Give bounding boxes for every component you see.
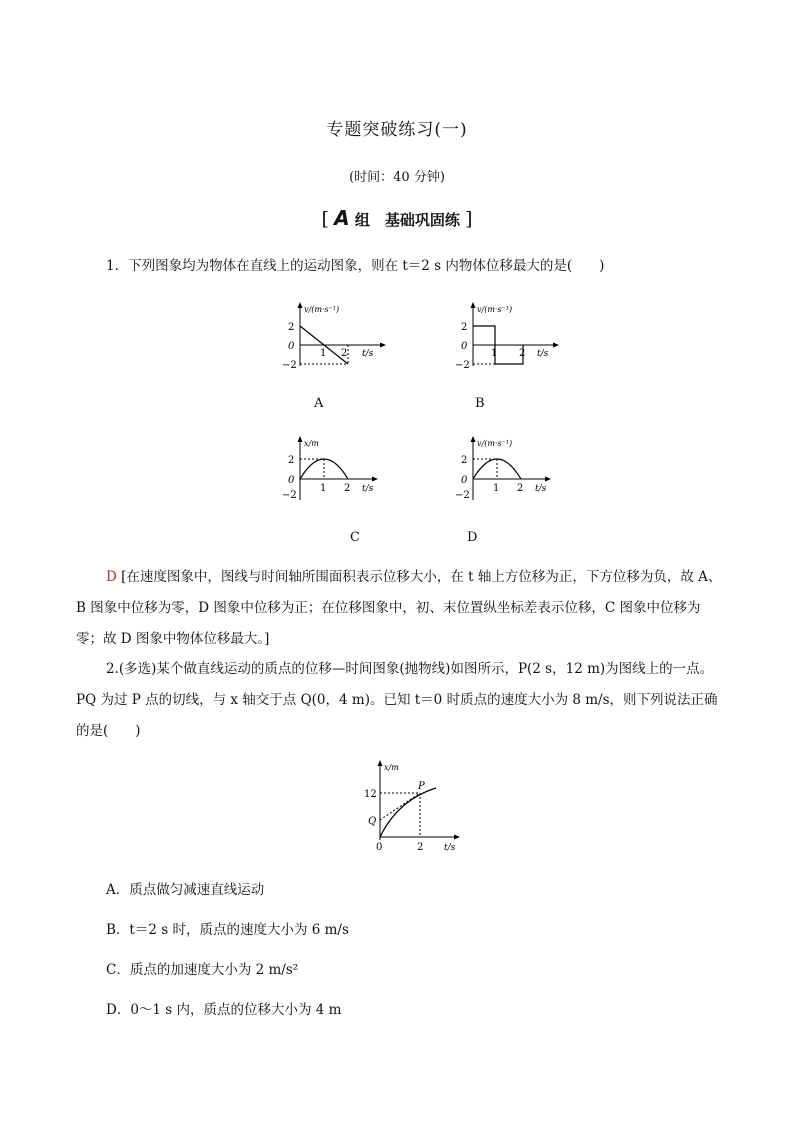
graph-a-tick-t2: 2 (341, 348, 348, 359)
question-1: 1．下列图象均为物体在直线上的运动图象，则在 t＝2 s 内物体位移最大的是( ) (106, 258, 605, 274)
graph-d-tick-2: 2 (461, 455, 468, 466)
graph-c-tick-neg2: −2 (282, 490, 297, 501)
graph-d-tick-0: 0 (461, 475, 468, 486)
graph-b-caption: B (475, 396, 485, 411)
graph-b-tick-t2: 2 (519, 348, 526, 359)
graph-d-xlabel: t/s (535, 484, 547, 494)
graph-q2-ylabel: x/m (384, 763, 399, 772)
graph-a-xlabel: t/s (362, 349, 374, 359)
graph-q2 (360, 756, 470, 856)
graph-c (280, 432, 390, 512)
page-title: 专题突破练习(一) (326, 120, 468, 140)
graph-q2-origin: 0 (376, 842, 383, 853)
graph-b-tick-1: 1 (491, 348, 498, 359)
graph-a-tick-neg2: −2 (282, 360, 297, 371)
graph-b-xlabel: t/s (537, 349, 549, 359)
graph-b-tick-2: 2 (461, 322, 468, 333)
q2-option-a: A．质点做匀减速直线运动 (106, 882, 265, 898)
graph-c-ylabel: x/m (304, 439, 319, 448)
graph-d-caption: D (467, 530, 478, 545)
graph-c-tick-1: 1 (320, 483, 327, 494)
graph-a-tick-0: 0 (288, 341, 295, 352)
section-bracket-close: ] (465, 208, 473, 230)
graph-a-ylabel: v/(m·s⁻¹) (304, 305, 340, 314)
graph-b-tick-neg2: −2 (455, 360, 470, 371)
section-letter: A (334, 206, 350, 230)
graph-b-ylabel: v/(m·s⁻¹) (477, 305, 513, 314)
graph-c-tick-t2: 2 (344, 483, 351, 494)
graph-c-caption: C (350, 530, 360, 545)
graph-b-tick-0: 0 (461, 341, 468, 352)
graph-d-tick-1: 1 (493, 483, 500, 494)
question-2: 2.(多选)某个做直线运动的质点的位移—时间图象(抛物线)如图所示，P(2 s，12 m)为图线上的一点。PQ 为过 P 点的切线，与 x 轴交于点 Q(0，4 m)。已知 t＝0 时质点的速度大小为 8 m/s，则下列说法正确的是( ) (76, 661, 718, 739)
graph-d-tick-t2: 2 (517, 483, 524, 494)
graph-c-tick-2: 2 (288, 455, 295, 466)
answer-1-letter: D (106, 569, 117, 585)
graph-d (453, 432, 563, 512)
graph-d-tick-neg2: −2 (455, 490, 470, 501)
q2-option-b: B．t＝2 s 时，质点的速度大小为 6 m/s (106, 922, 349, 938)
graph-c-xlabel: t/s (362, 484, 374, 494)
graph-q2-q: Q (368, 816, 377, 827)
q2-option-d: D．0～1 s 内，质点的位移大小为 4 m (106, 1002, 342, 1018)
graph-a (280, 298, 390, 378)
graph-c-tick-0: 0 (288, 475, 295, 486)
graph-a-tick-1: 1 (320, 348, 327, 359)
graph-d-ylabel: v/(m·s⁻¹) (477, 439, 513, 448)
graph-q2-ytick: 12 (364, 789, 377, 800)
section-bracket-open: [ (321, 208, 329, 230)
graph-a-caption: A (314, 396, 324, 411)
graph-q2-p: P (418, 781, 425, 792)
graph-q2-ttick: 2 (417, 842, 424, 853)
answer-1-text: [在速度图象中，图线与时间轴所围面积表示位移大小，在 t 轴上方位移为正，下方位移为负，故 A、B 图象中位移为零，D 图象中位移为正；在位移图象中，初、末位置纵坐标差表示位移，C 图象中位移为零；故 D 图象中物体位移最大。] (76, 569, 722, 647)
graph-b (453, 298, 563, 378)
answer-1 (76, 562, 726, 655)
time-note: (时间：40 分钟) (349, 170, 445, 185)
section-heading (0, 206, 794, 230)
section-label: 组 基础巩固练 (354, 211, 460, 229)
graph-q2-xlabel: t/s (444, 843, 456, 853)
q2-option-c: C．质点的加速度大小为 2 m/s² (106, 962, 299, 978)
graph-a-tick-2: 2 (288, 322, 295, 333)
